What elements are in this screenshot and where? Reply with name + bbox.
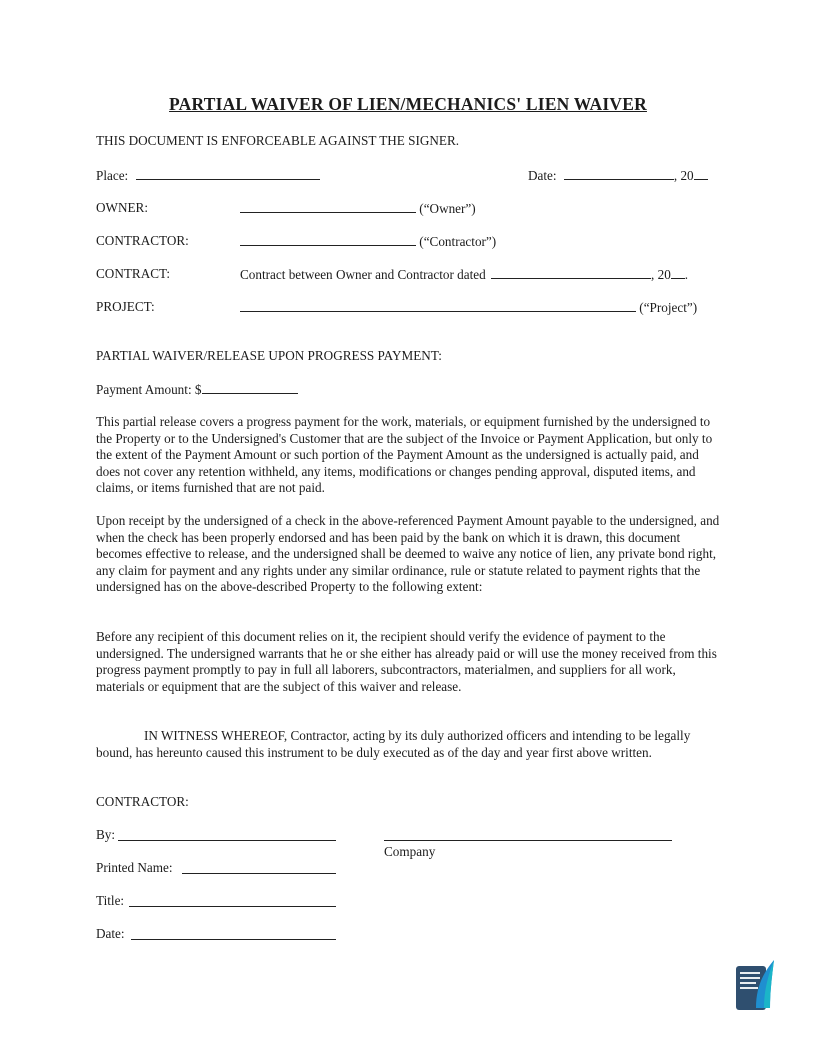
owner-suffix: (“Owner”) — [419, 201, 476, 216]
place-label: Place: — [96, 168, 129, 183]
signature-heading: CONTRACTOR: — [96, 794, 189, 809]
contract-end: . — [684, 267, 689, 282]
paragraph-recipient-verify: Before any recipient of this document relies on it, the recipient should verify the evidence of payment to the undersigned. The undersigned warrants that he or she either has already paid or will use the money received from this progress payment promptly to pay in full all laborers, subcontractors, materialmen, and suppliers for all work, materials or equipment that are the subject of this waiver and release. — [96, 629, 717, 694]
contractor-field[interactable] — [240, 233, 416, 246]
witness-paragraph: IN WITNESS WHEREOF, Contractor, acting by its duly authorized officers and intending to be legally bound, has hereunto caused this instrument to be duly executed as of the day and year first above written. — [96, 728, 691, 760]
contractor-suffix: (“Contractor”) — [419, 234, 497, 249]
owner-field[interactable] — [240, 200, 416, 213]
date-label: Date: — [528, 168, 557, 183]
title-label: Title: — [96, 893, 125, 908]
enforceable-notice: THIS DOCUMENT IS ENFORCEABLE AGAINST THE SIGNER. — [96, 133, 460, 148]
contract-year-prefix: , 20 — [651, 267, 671, 282]
contract-text: Contract between Owner and Contractor dated — [240, 267, 486, 282]
date-field[interactable] — [564, 167, 674, 180]
project-row — [240, 299, 697, 316]
section-heading: PARTIAL WAIVER/RELEASE UPON PROGRESS PAYMENT: — [96, 348, 442, 363]
project-label: PROJECT: — [96, 299, 155, 314]
formspal-document-logo-icon — [734, 958, 776, 1014]
project-field[interactable] — [240, 299, 636, 312]
company-label: Company — [384, 844, 436, 859]
place-field[interactable] — [136, 167, 320, 180]
paragraph-release-coverage: This partial release covers a progress payment for the work, materials, or equipment furnished by the undersigned to the Property or to the Undersigned's Customer that are the subject of the Invoice or Payment Application, but only to the extent of the Payment Amount or such portion of the Payment Amount as the undersigned is actually paid, and does not cover any retention withheld, any items, modifications or changes pending approval, disputed items, and claims, or items furnished that are not paid. — [96, 414, 713, 496]
sig-date-line[interactable] — [131, 939, 336, 940]
contractor-row — [240, 233, 496, 250]
date-row — [528, 167, 708, 184]
date-year-prefix: , 20 — [673, 168, 694, 183]
by-label: By: — [96, 827, 116, 842]
payment-amount-field[interactable] — [202, 381, 298, 394]
owner-label: OWNER: — [96, 200, 149, 215]
company-signature-line[interactable] — [384, 840, 672, 841]
payment-amount-label: Payment Amount: $ — [96, 382, 202, 397]
project-suffix: (“Project”) — [639, 300, 698, 315]
date-year-field[interactable] — [694, 167, 708, 180]
contract-row — [240, 266, 688, 283]
payment-amount-row — [96, 381, 298, 398]
by-signature-line[interactable] — [118, 840, 336, 841]
place-row — [96, 167, 320, 184]
title-line[interactable] — [129, 906, 336, 907]
owner-row — [240, 200, 476, 217]
contractor-label: CONTRACTOR: — [96, 233, 189, 248]
sig-date-label: Date: — [96, 926, 125, 941]
printed-name-line[interactable] — [182, 873, 336, 874]
printed-name-label: Printed Name: — [96, 860, 173, 875]
document-title: PARTIAL WAIVER OF LIEN/MECHANICS' LIEN WAIVER — [169, 94, 647, 114]
paragraph-receipt-effect: Upon receipt by the undersigned of a check in the above-referenced Payment Amount payable to the undersigned, and when the check has been properly endorsed and has been paid by the bank on which it is drawn, this document becomes effective to release, and the undersigned shall be deemed to waive any notice of lien, any private bond right, any claim for payment and any rights under any similar ordinance, rule or statute related to payment rights that the undersigned has on the above-described Property to the following extent: — [96, 513, 720, 595]
contract-date-field[interactable] — [491, 266, 651, 279]
contract-label: CONTRACT: — [96, 266, 171, 281]
contract-year-field[interactable] — [671, 266, 685, 279]
